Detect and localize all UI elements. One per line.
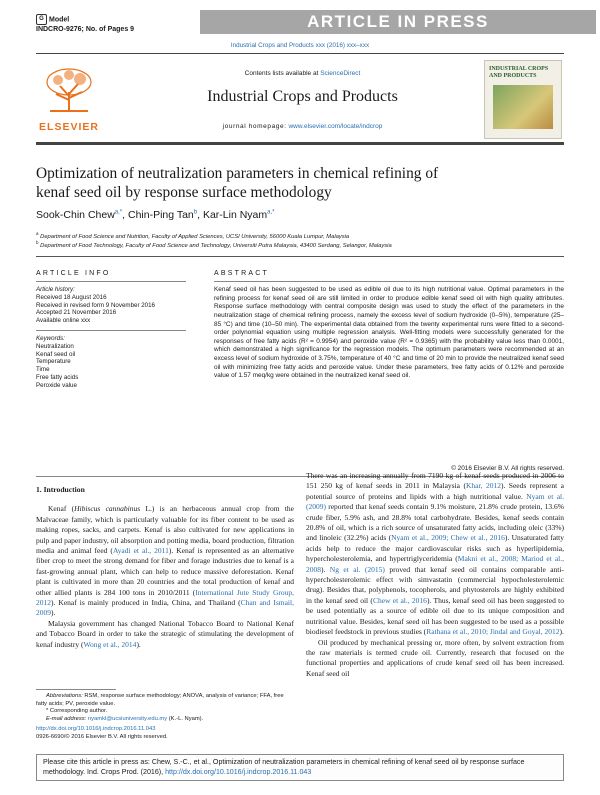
- masthead-top-rule: [36, 53, 564, 54]
- keyword: Time: [36, 366, 50, 374]
- article-in-press-banner: ARTICLE IN PRESS: [200, 10, 596, 34]
- introduction-heading: 1. Introduction: [36, 485, 85, 494]
- abstract-text: Kenaf seed oil has been suggested to be used as edible oil due to its high nutritional value. Optimal parameters in the refining process for kenaf seed oil are still limited in order to produce edible kenaf seed oil with high quality attributes. Response surface methodology with central composite design was used to study the effect of the parameters in the neutralization stage of chemical refining process, namely the excess level of sodium hydroxide (0–5%), temperature (25–85 °C) and time (10–50 min). The experimental data obtained from the twenty experimental runs were fitted to a second-order polynomial equation using multiple regression analysis. Well-fitting models were successfully generated for the responses of free fatty acids (R² = 0.9954) and peroxide value (R² = 0.9365) with the probability value less than 0.0001, which demonstrated a high significance for the regression models. The optimum parameters were recommended at an excess level of sodium hydroxide of 3.75%, temperature of 40 °C and time of 20 min to provide the neutralized kenaf seed oil with minimizing free fatty acids and peroxide value. Under these parameters, free fatty acids of 0.12% and peroxide value of 1.57 meq/kg were obtained in the neutralized kenaf seed oil.: [214, 286, 564, 380]
- citation-doi-link[interactable]: http://dx.doi.org/10.1016/j.indcrop.2016.11.043: [165, 767, 312, 776]
- citation-link[interactable]: International Jute Study Group, 2012: [36, 587, 294, 608]
- homepage-link[interactable]: www.elsevier.com/locate/indcrop: [288, 123, 383, 130]
- keyword: Neutralization: [36, 342, 74, 350]
- citation-link[interactable]: Chan and Ismail, 2009: [36, 598, 294, 618]
- keywords-block: [36, 335, 186, 390]
- issn-line: 0926-6690/© 2016 Elsevier B.V. All rights reserved.: [36, 733, 168, 740]
- keyword: Kenaf seed oil: [36, 350, 76, 358]
- header-divider: [36, 256, 564, 257]
- history-label: Article history:: [36, 286, 75, 293]
- history-entry: Available online xxx: [36, 317, 91, 325]
- text-run: proved that kenaf seed oil contains comparable anti-hypercholesterolemic effect with simvastatin (commercial hypocholesterolemic drug). Besides that, polyphenols, tocopherols, and phytosterols are highly exhibited in the kenaf seed oil (: [306, 564, 564, 605]
- author-name[interactable]: Kar-Lin Nyam: [202, 209, 268, 221]
- corresponding-author-text: Corresponding author.: [48, 708, 108, 715]
- homepage-label: journal homepage:: [222, 123, 287, 130]
- text-run: ).: [559, 627, 564, 637]
- body-paragraph: [36, 504, 294, 618]
- affiliation-b: [36, 240, 392, 249]
- article-info-rule: [36, 281, 186, 282]
- species-name: Hibiscus cannabinus: [74, 504, 141, 514]
- masthead-bottom-rule: [36, 142, 564, 145]
- article-history: [36, 286, 186, 325]
- history-entry: Received in revised form 9 November 2016: [36, 301, 155, 309]
- journal-name: Industrial Crops and Products: [207, 88, 398, 105]
- citation-link[interactable]: Ayadi et al., 2011: [112, 546, 169, 556]
- affiliation-text: Department of Food Science and Nutrition, Faculty of Applied Sciences, UCSI University, 56000 Kuala Lumpur, Malaysia: [40, 233, 350, 240]
- text-run: ). Kenaf is mainly produced in India, China, and Thailand (: [51, 598, 241, 608]
- journal-logo-mark-icon: G: [36, 14, 47, 25]
- keywords-rule: [36, 330, 186, 331]
- publisher-name: ELSEVIER: [39, 121, 99, 133]
- abstract-copyright: © 2016 Elsevier B.V. All rights reserved.: [451, 465, 564, 472]
- email-suffix: (K.-L. Nyam).: [167, 715, 204, 722]
- text-run: reported that kenaf seeds contain 9.1% moisture, 21.8% crude protein, 13.6% crude fiber, 5.9% ash, and 28.8% total carbohydrate. Besides, kenaf seeds contain 20.8% of oil, which is a rich source of unsaturated fatty acids, including oleic (33%) and linoleic (32.2%) acids (: [306, 502, 564, 543]
- footnote-rule: [36, 689, 116, 690]
- article-title: [36, 164, 506, 202]
- author-affiliation-mark[interactable]: b: [193, 209, 198, 216]
- affiliation-mark: a: [36, 231, 39, 236]
- citation-link[interactable]: Nyam et al., 2009; Chew et al., 2016: [391, 533, 505, 543]
- email-label: E-mail address:: [46, 715, 87, 722]
- abstract-rule: [214, 281, 564, 282]
- article-code: INDCRO-9276;: [36, 26, 84, 33]
- citation-link[interactable]: Wong et al., 2014: [83, 639, 137, 649]
- body-column-left: [36, 471, 294, 650]
- citation-link[interactable]: Khar, 2012: [465, 481, 501, 491]
- text-run: ).: [136, 639, 141, 649]
- journal-reference-link[interactable]: Industrial Crops and Products xxx (2016) xxx–xxx: [230, 42, 370, 49]
- text-run: ). Kenaf is represented as an alternative fiber crop to meet the strong demand for fiber and forage industries due to kenaf is a fast-growing annual plant, which can help to reduce massive deforestation. Kenaf plant is cultivated in more than 20 countries and the total production of kenaf and other allied plants is 284 100 tons in 2010/2011 (: [36, 546, 295, 597]
- citation-text: Please cite this article in press as: Chew, S.-C., et al., Optimization of neutralization parameters in chemical refining of kenaf seed oil by response surface methodology. Ind. Crops Prod. (2016),: [43, 758, 525, 776]
- text-run: ). Unsaturated fatty acids help to reduce the major cardiovascular risks such as hyperlipidemia, hypercholesterolemia, and hypertriglyceridemia (: [306, 533, 565, 564]
- affiliation-a: [36, 231, 349, 240]
- footnotes: [36, 693, 294, 742]
- citation-link[interactable]: Chew et al., 2016: [372, 595, 427, 605]
- contents-prefix: Contents lists available at: [244, 70, 319, 77]
- doi-link[interactable]: http://dx.doi.org/10.1016/j.indcrop.2016.11.043: [36, 726, 156, 733]
- article-info-heading: ARTICLE INFO: [36, 270, 111, 277]
- affiliation-text: Department of Food Technology, Faculty of Food Science and Technology, Universiti Putra Malaysia, 43400 Serdang, Selangor, Malaysia: [40, 242, 392, 249]
- cover-image: [493, 85, 553, 129]
- abbreviations-label: Abbreviations:: [46, 693, 83, 699]
- text-run: ). Seeds represent a potential source of proteins and lipids with a high nutritional value.: [306, 481, 564, 501]
- journal-cover-thumbnail[interactable]: [484, 60, 562, 139]
- citation-link[interactable]: Ng et al. (2015): [329, 564, 385, 574]
- affiliation-mark: b: [36, 240, 39, 245]
- cover-title: INDUSTRIAL CROPS AND PRODUCTS: [489, 66, 549, 79]
- running-header-left: [36, 14, 134, 34]
- author-name[interactable]: Chin-Ping Tan: [127, 209, 194, 221]
- citation-link[interactable]: Nyam et al. (2009): [306, 491, 564, 512]
- footnote-mark: *: [46, 708, 49, 715]
- author-affiliation-mark[interactable]: a,*: [267, 209, 275, 216]
- email-footnote: [36, 716, 294, 724]
- corresponding-author-footnote: [36, 708, 294, 716]
- keywords-label: Keywords:: [36, 335, 65, 342]
- text-run: ).: [51, 608, 56, 618]
- citation-link[interactable]: Rathana et al., 2010; Jindal and Goyal, 2012: [426, 627, 560, 637]
- body-paragraph: [36, 619, 294, 650]
- abbreviations-footnote: [36, 693, 294, 708]
- sciencedirect-link[interactable]: ScienceDirect: [320, 70, 361, 77]
- citation-link[interactable]: Makni et al., 2008; Mariod et al., 2008: [306, 554, 564, 574]
- elsevier-tree-logo-icon: [38, 66, 100, 116]
- model-label: Model: [49, 16, 70, 24]
- email-link[interactable]: nyamkl@ucsiuniversity.edu.my: [87, 715, 168, 722]
- author-list: Sook-Chin Chew$^{a,*}$, Chin-Ping Tan$^b$, Kar-Lin Nyam$^{a,*}$: [36, 209, 275, 221]
- history-entry: Accepted 21 November 2016: [36, 309, 117, 317]
- body-column-right: [306, 471, 564, 679]
- author-name[interactable]: Sook-Chin Chew: [36, 209, 115, 221]
- text-run: L.) is an herbaceous annual crop from the Malvaceae family, which is particularly valuable for its fiber content to be used as making ropes, sacks, and carpets. Kenaf is also cultivated for new applications in pulp and paper industry, oil absorption and potting media, board production, filtration media and animal feed (: [36, 504, 294, 556]
- abstract-heading: ABSTRACT: [214, 270, 269, 277]
- title-line-1: Optimization of neutralization parameters in chemical refining of: [36, 165, 439, 182]
- text-run: ). Thus, kenaf seed oil has been suggested to be used potentially as a source of edible oil due to its unique composition and nutritional value. Besides, kenaf seed oil has been suggested to be used as a possible biodiesel feedstock in previous studies (: [306, 595, 564, 637]
- citation-box: [36, 754, 564, 781]
- body-paragraph: Oil produced by mechanical pressing or, more often, by solvent extraction from the raw materials is termed crude oil. Currently, research that focused on the functional properties and applications of crude kenaf seed oil has been increased. Kenaf seed oil: [306, 637, 564, 678]
- text-run: Kenaf (: [48, 504, 75, 514]
- body-paragraph: [306, 471, 564, 638]
- text-run: ).: [321, 564, 330, 574]
- history-entry: Received 18 August 2016: [36, 293, 107, 301]
- keyword: Temperature: [36, 358, 71, 366]
- author-affiliation-mark[interactable]: a,*: [114, 209, 123, 216]
- keyword: Free fatty acids: [36, 373, 79, 381]
- text-run: Malaysia government has changed National Tobacco Board to National Kenaf and Tobacco Board in order to take the strategic of stimulating the development of kenaf industry (: [36, 618, 294, 649]
- keyword: Peroxide value: [36, 381, 77, 389]
- abbreviations-text: RSM, response surface methodology; ANOVA, analysis of variance; FFA, free fatty acids; PV, peroxide value.: [36, 693, 284, 707]
- text-run: There was an increasing annually from 7190 kg of kenaf seeds produced in 2006 to 151 250 kg of kenaf seeds in 2011 in Malaysia (: [306, 471, 564, 491]
- journal-homepage-line: [150, 123, 455, 130]
- contents-lists-line: [170, 70, 435, 77]
- page-count: No. of Pages 9: [85, 26, 135, 33]
- title-line-2: kenaf seed oil by response surface methodology: [36, 184, 332, 201]
